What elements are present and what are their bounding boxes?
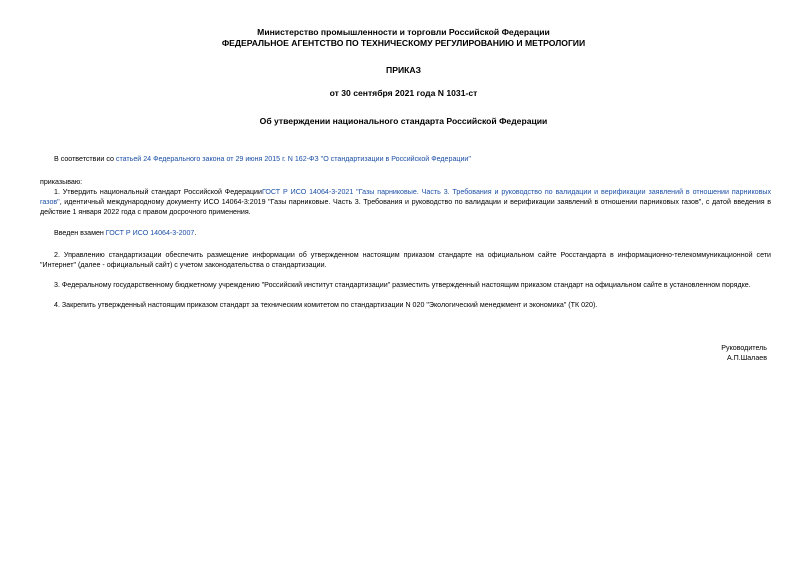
document-type: ПРИКАЗ <box>386 65 421 75</box>
item-2-paragraph: 2. Управлению стандартизации обеспечить размещение информации об утвержденном настоящим приказом стандарте на официальном сайте Росстандарта в информационно-телекоммуникационной сети "Интернет" (далее - официальный сайт) с учетом законодательства о стандартизации. <box>40 251 771 269</box>
standard-2021-link[interactable]: ГОСТ Р ИСО 14064-3-2021 "Газы парниковые. Часть 3. Требования и руководство по валидации и верификации заявлений в отношении парниковых газов" <box>40 188 771 206</box>
item-4-paragraph: 4. Закрепить утвержденный настоящим приказом стандарт за техническим комитетом по стандартизации N 020 "Экологический менеджмент и экономика" (ТК 020). <box>54 301 598 309</box>
preamble <box>54 154 471 164</box>
order-word: приказываю: <box>40 178 83 186</box>
item-3-paragraph: 3. Федеральному государственному бюджетному учреждению "Российский институт стандартизации" разместить утвержденный настоящим приказом стандарт на официальном сайте в установленном порядке. <box>54 281 751 289</box>
document-subject: Об утверждении национального стандарта Российской Федерации <box>259 116 548 126</box>
date-number: от 30 сентября 2021 года N 1031-ст <box>329 88 478 98</box>
signature-title: Руководитель <box>721 344 767 352</box>
preamble-text: В соответствии со <box>54 155 116 163</box>
signature-name: А.П.Шалаев <box>726 354 767 362</box>
ministry-heading: Министерство промышленности и торговли Российской Федерации <box>257 27 550 37</box>
federal-law-link[interactable]: статьей 24 Федерального закона от 29 июня 2015 г. N 162-ФЗ "О стандартизации в Российской Федерации" <box>115 155 471 163</box>
replacement-paragraph <box>54 228 196 238</box>
agency-heading: ФЕДЕРАЛЬНОЕ АГЕНТСТВО ПО ТЕХНИЧЕСКОМУ РЕГУЛИРОВАНИЮ И МЕТРОЛОГИИ <box>221 38 586 48</box>
item-1-paragraph <box>40 187 771 217</box>
item-1-suffix: , идентичный международному документу ИСО 14064-3:2019 "Газы парниковые. Часть 3. Требования и руководство по валидации и верификации заявлений в отношении парниковых газов", с датой введения в действие 1 января 2022 года с правом досрочного применения. <box>40 198 771 216</box>
item-1-text: 1. Утвердить национальный стандарт Российской Федерации <box>54 188 262 196</box>
replacement-text: Введен взамен <box>54 229 106 237</box>
standard-2007-link[interactable]: ГОСТ Р ИСО 14064-3-2007 <box>105 229 195 237</box>
replacement-suffix: . <box>194 229 197 237</box>
